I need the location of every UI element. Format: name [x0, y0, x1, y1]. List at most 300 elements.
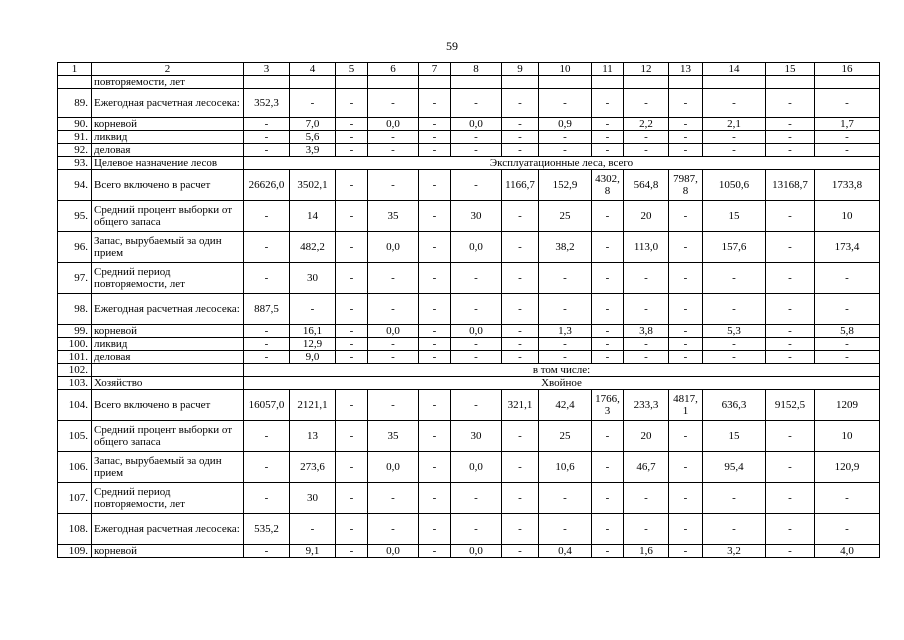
value-cell: 3,9: [290, 144, 336, 157]
value-cell: -: [766, 201, 815, 232]
value-cell: -: [624, 338, 669, 351]
row-number: 92.: [58, 144, 92, 157]
row-label: деловая: [92, 351, 244, 364]
value-cell: -: [703, 131, 766, 144]
value-cell: -: [669, 232, 703, 263]
value-cell: -: [502, 514, 539, 545]
value-cell: 273,6: [290, 452, 336, 483]
value-cell: 15: [703, 201, 766, 232]
value-cell: -: [502, 421, 539, 452]
table-row: [58, 157, 880, 170]
value-cell: -: [451, 294, 502, 325]
value-cell: -: [419, 294, 451, 325]
value-cell: -: [815, 131, 880, 144]
row-label: Ежегодная расчетная лесосека:: [92, 89, 244, 118]
row-label: Запас, вырубаемый за один прием: [92, 232, 244, 263]
value-cell: 321,1: [502, 390, 539, 421]
value-cell: 0,0: [451, 545, 502, 558]
value-cell: -: [502, 545, 539, 558]
value-cell: -: [592, 325, 624, 338]
value-cell: 30: [290, 263, 336, 294]
value-cell: 16,1: [290, 325, 336, 338]
column-header: 7: [419, 63, 451, 76]
row-number: 103.: [58, 377, 92, 390]
table-row: [58, 338, 880, 351]
value-cell: -: [592, 452, 624, 483]
value-cell: -: [766, 131, 815, 144]
value-cell: -: [815, 338, 880, 351]
value-cell: -: [244, 232, 290, 263]
value-cell: -: [624, 483, 669, 514]
value-cell: -: [592, 514, 624, 545]
row-label: Всего включено в расчет: [92, 390, 244, 421]
value-cell: -: [766, 351, 815, 364]
value-cell: 20: [624, 201, 669, 232]
value-cell: -: [336, 144, 368, 157]
value-cell: -: [336, 263, 368, 294]
value-cell: -: [502, 131, 539, 144]
row-label: деловая: [92, 144, 244, 157]
value-cell: 0,0: [451, 325, 502, 338]
row-number: 104.: [58, 390, 92, 421]
column-header: 15: [766, 63, 815, 76]
value-cell: -: [592, 545, 624, 558]
value-cell: -: [502, 325, 539, 338]
value-cell: 15: [703, 421, 766, 452]
value-cell: 26626,0: [244, 170, 290, 201]
value-cell: -: [703, 338, 766, 351]
value-cell: 42,4: [539, 390, 592, 421]
value-cell: -: [244, 421, 290, 452]
column-header: 14: [703, 63, 766, 76]
value-cell: -: [244, 325, 290, 338]
value-cell: -: [703, 514, 766, 545]
table-row: [58, 514, 880, 545]
value-cell: -: [703, 144, 766, 157]
row-number: 98.: [58, 294, 92, 325]
header-row: [58, 63, 880, 76]
table-row: [58, 294, 880, 325]
table-row: [58, 364, 880, 377]
value-cell: 636,3: [703, 390, 766, 421]
column-header: 9: [502, 63, 539, 76]
value-cell: -: [502, 201, 539, 232]
table-row: [58, 377, 880, 390]
value-cell: 9,0: [290, 351, 336, 364]
value-cell: -: [368, 263, 419, 294]
value-cell: 16057,0: [244, 390, 290, 421]
value-cell: -: [669, 545, 703, 558]
value-cell: 4817,1: [669, 390, 703, 421]
value-cell: -: [703, 89, 766, 118]
value-cell: -: [592, 232, 624, 263]
value-cell: 4302,8: [592, 170, 624, 201]
value-cell: -: [368, 351, 419, 364]
value-cell: -: [703, 294, 766, 325]
value-cell: 352,3: [244, 89, 290, 118]
value-cell: [419, 76, 451, 89]
row-number: 94.: [58, 170, 92, 201]
row-label: корневой: [92, 545, 244, 558]
value-cell: -: [336, 232, 368, 263]
value-cell: -: [539, 294, 592, 325]
value-cell: -: [502, 452, 539, 483]
value-cell: -: [451, 263, 502, 294]
value-cell: -: [419, 118, 451, 131]
value-cell: -: [419, 452, 451, 483]
value-cell: 35: [368, 201, 419, 232]
section-heading: в том числе:: [244, 364, 880, 377]
table-row: [58, 545, 880, 558]
row-label: корневой: [92, 325, 244, 338]
value-cell: 0,0: [451, 452, 502, 483]
value-cell: -: [669, 201, 703, 232]
value-cell: [336, 76, 368, 89]
column-header: 12: [624, 63, 669, 76]
value-cell: -: [669, 351, 703, 364]
column-header: 4: [290, 63, 336, 76]
row-number: 106.: [58, 452, 92, 483]
value-cell: -: [766, 232, 815, 263]
value-cell: 7,0: [290, 118, 336, 131]
value-cell: [502, 76, 539, 89]
value-cell: -: [336, 89, 368, 118]
row-label: Запас, вырубаемый за один прием: [92, 452, 244, 483]
table-body: [58, 63, 880, 558]
value-cell: 1766,3: [592, 390, 624, 421]
value-cell: -: [539, 144, 592, 157]
value-cell: -: [502, 338, 539, 351]
value-cell: -: [592, 263, 624, 294]
value-cell: -: [336, 421, 368, 452]
value-cell: -: [451, 351, 502, 364]
value-cell: -: [451, 338, 502, 351]
value-cell: -: [419, 514, 451, 545]
value-cell: -: [703, 351, 766, 364]
value-cell: -: [451, 514, 502, 545]
value-cell: -: [669, 338, 703, 351]
value-cell: -: [669, 263, 703, 294]
value-cell: -: [244, 351, 290, 364]
value-cell: -: [419, 232, 451, 263]
row-label: корневой: [92, 118, 244, 131]
value-cell: -: [669, 421, 703, 452]
value-cell: -: [419, 131, 451, 144]
value-cell: -: [815, 351, 880, 364]
value-cell: -: [766, 144, 815, 157]
value-cell: 887,5: [244, 294, 290, 325]
value-cell: -: [368, 390, 419, 421]
value-cell: 2,2: [624, 118, 669, 131]
value-cell: -: [669, 89, 703, 118]
value-cell: -: [815, 263, 880, 294]
value-cell: -: [502, 263, 539, 294]
value-cell: 1050,6: [703, 170, 766, 201]
value-cell: [244, 76, 290, 89]
value-cell: -: [336, 545, 368, 558]
value-cell: -: [502, 483, 539, 514]
value-cell: 10: [815, 421, 880, 452]
value-cell: -: [624, 351, 669, 364]
value-cell: -: [451, 390, 502, 421]
value-cell: -: [244, 118, 290, 131]
value-cell: -: [336, 131, 368, 144]
value-cell: -: [419, 325, 451, 338]
value-cell: -: [419, 263, 451, 294]
value-cell: -: [451, 483, 502, 514]
value-cell: [815, 76, 880, 89]
value-cell: -: [815, 483, 880, 514]
value-cell: -: [539, 483, 592, 514]
value-cell: 30: [451, 421, 502, 452]
value-cell: -: [766, 338, 815, 351]
value-cell: -: [592, 338, 624, 351]
row-label: ликвид: [92, 338, 244, 351]
value-cell: 0,0: [368, 545, 419, 558]
value-cell: -: [592, 351, 624, 364]
row-number: 95.: [58, 201, 92, 232]
value-cell: -: [368, 514, 419, 545]
value-cell: -: [502, 351, 539, 364]
section-heading: Хвойное: [244, 377, 880, 390]
row-number-cell: [58, 76, 92, 89]
value-cell: -: [502, 89, 539, 118]
value-cell: -: [419, 390, 451, 421]
value-cell: [624, 76, 669, 89]
value-cell: 0,4: [539, 545, 592, 558]
value-cell: 1209: [815, 390, 880, 421]
value-cell: -: [451, 131, 502, 144]
value-cell: -: [419, 201, 451, 232]
table-row: [58, 89, 880, 118]
value-cell: 1166,7: [502, 170, 539, 201]
row-label: ликвид: [92, 131, 244, 144]
value-cell: -: [244, 483, 290, 514]
value-cell: -: [290, 514, 336, 545]
value-cell: -: [336, 118, 368, 131]
value-cell: -: [502, 118, 539, 131]
row-label: Средний процент выборки от общего запаса: [92, 201, 244, 232]
value-cell: -: [368, 144, 419, 157]
value-cell: -: [669, 483, 703, 514]
row-number: 90.: [58, 118, 92, 131]
value-cell: -: [592, 89, 624, 118]
value-cell: 0,0: [368, 232, 419, 263]
value-cell: 0,0: [451, 232, 502, 263]
value-cell: -: [244, 452, 290, 483]
value-cell: 10: [815, 201, 880, 232]
column-header: 10: [539, 63, 592, 76]
value-cell: [592, 76, 624, 89]
row-number: 105.: [58, 421, 92, 452]
value-cell: -: [244, 263, 290, 294]
column-header: 1: [58, 63, 92, 76]
value-cell: 9152,5: [766, 390, 815, 421]
value-cell: -: [669, 514, 703, 545]
value-cell: -: [669, 452, 703, 483]
row-label: Ежегодная расчетная лесосека:: [92, 514, 244, 545]
value-cell: 564,8: [624, 170, 669, 201]
value-cell: -: [592, 201, 624, 232]
value-cell: -: [368, 131, 419, 144]
value-cell: -: [244, 545, 290, 558]
value-cell: -: [592, 131, 624, 144]
table-row: [58, 390, 880, 421]
column-header: 8: [451, 63, 502, 76]
table-row: [58, 452, 880, 483]
value-cell: -: [669, 118, 703, 131]
value-cell: -: [766, 89, 815, 118]
value-cell: 1,3: [539, 325, 592, 338]
value-cell: 20: [624, 421, 669, 452]
value-cell: 113,0: [624, 232, 669, 263]
table-row: [58, 201, 880, 232]
value-cell: -: [368, 483, 419, 514]
value-cell: 5,8: [815, 325, 880, 338]
column-header: 2: [92, 63, 244, 76]
value-cell: [703, 76, 766, 89]
value-cell: -: [624, 144, 669, 157]
value-cell: -: [451, 170, 502, 201]
value-cell: -: [766, 325, 815, 338]
page-number: 59: [446, 39, 458, 53]
value-cell: 152,9: [539, 170, 592, 201]
value-cell: -: [336, 325, 368, 338]
row-number: 97.: [58, 263, 92, 294]
value-cell: 3502,1: [290, 170, 336, 201]
value-cell: 13: [290, 421, 336, 452]
value-cell: -: [624, 263, 669, 294]
value-cell: -: [419, 338, 451, 351]
value-cell: -: [766, 514, 815, 545]
table-row: [58, 263, 880, 294]
value-cell: -: [766, 294, 815, 325]
value-cell: 1733,8: [815, 170, 880, 201]
value-cell: -: [766, 118, 815, 131]
value-cell: [368, 76, 419, 89]
table-row: [58, 131, 880, 144]
value-cell: 157,6: [703, 232, 766, 263]
table-row: [58, 421, 880, 452]
value-cell: 13168,7: [766, 170, 815, 201]
row-label: Ежегодная расчетная лесосека:: [92, 294, 244, 325]
table-row: [58, 144, 880, 157]
value-cell: -: [539, 351, 592, 364]
value-cell: -: [451, 144, 502, 157]
value-cell: 0,0: [368, 452, 419, 483]
value-cell: -: [336, 201, 368, 232]
value-cell: -: [244, 338, 290, 351]
table-row: [58, 351, 880, 364]
table-row: [58, 483, 880, 514]
row-number: 109.: [58, 545, 92, 558]
value-cell: [669, 76, 703, 89]
value-cell: -: [244, 144, 290, 157]
table-row: [58, 170, 880, 201]
column-header: 3: [244, 63, 290, 76]
column-header: 6: [368, 63, 419, 76]
value-cell: -: [592, 294, 624, 325]
table-row: [58, 325, 880, 338]
forest-calc-table: [57, 62, 880, 558]
value-cell: -: [669, 144, 703, 157]
value-cell: -: [766, 421, 815, 452]
row-number: 102.: [58, 364, 92, 377]
value-cell: 3,8: [624, 325, 669, 338]
value-cell: 2,1: [703, 118, 766, 131]
value-cell: [539, 76, 592, 89]
value-cell: -: [290, 294, 336, 325]
value-cell: 482,2: [290, 232, 336, 263]
value-cell: 4,0: [815, 545, 880, 558]
value-cell: -: [539, 263, 592, 294]
value-cell: 7987,8: [669, 170, 703, 201]
value-cell: -: [669, 294, 703, 325]
table-row: [58, 232, 880, 263]
value-cell: -: [502, 232, 539, 263]
value-cell: -: [624, 89, 669, 118]
value-cell: 10,6: [539, 452, 592, 483]
value-cell: -: [766, 263, 815, 294]
value-cell: -: [592, 421, 624, 452]
value-cell: 30: [451, 201, 502, 232]
value-cell: -: [539, 131, 592, 144]
value-cell: [766, 76, 815, 89]
value-cell: 12,9: [290, 338, 336, 351]
value-cell: -: [815, 144, 880, 157]
value-cell: -: [419, 483, 451, 514]
value-cell: -: [336, 338, 368, 351]
value-cell: 46,7: [624, 452, 669, 483]
value-cell: 5,3: [703, 325, 766, 338]
value-cell: -: [419, 545, 451, 558]
row-label: Целевое назначение лесов: [92, 157, 244, 170]
value-cell: -: [419, 89, 451, 118]
row-number: 89.: [58, 89, 92, 118]
value-cell: -: [368, 338, 419, 351]
value-cell: -: [336, 483, 368, 514]
column-header: 11: [592, 63, 624, 76]
value-cell: -: [539, 89, 592, 118]
value-cell: 9,1: [290, 545, 336, 558]
value-cell: -: [502, 144, 539, 157]
value-cell: -: [336, 390, 368, 421]
row-label: Всего включено в расчет: [92, 170, 244, 201]
value-cell: -: [451, 89, 502, 118]
value-cell: 1,7: [815, 118, 880, 131]
value-cell: -: [815, 89, 880, 118]
row-label: Средний период повторяемости, лет: [92, 263, 244, 294]
table-row: [58, 76, 880, 89]
row-label: [92, 364, 244, 377]
row-number: 100.: [58, 338, 92, 351]
row-number: 99.: [58, 325, 92, 338]
value-cell: -: [539, 338, 592, 351]
value-cell: 1,6: [624, 545, 669, 558]
value-cell: 95,4: [703, 452, 766, 483]
value-cell: 3,2: [703, 545, 766, 558]
value-cell: -: [539, 514, 592, 545]
value-cell: 5,6: [290, 131, 336, 144]
value-cell: -: [336, 514, 368, 545]
value-cell: -: [419, 421, 451, 452]
value-cell: -: [624, 131, 669, 144]
value-cell: -: [669, 325, 703, 338]
value-cell: -: [290, 89, 336, 118]
value-cell: 0,0: [451, 118, 502, 131]
value-cell: -: [502, 294, 539, 325]
value-cell: -: [244, 131, 290, 144]
